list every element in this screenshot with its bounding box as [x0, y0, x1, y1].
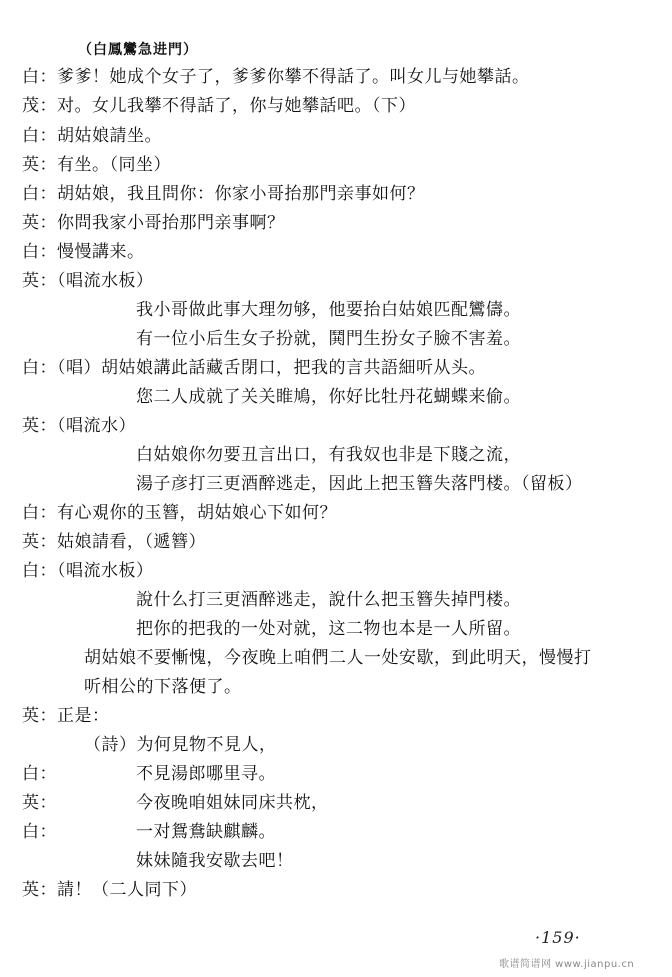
dialogue-line: 英：有坐。（同坐）: [22, 155, 171, 175]
lyric-line: 說什么打三更酒醉逃走，說什么把玉簪失掉門楼。: [136, 590, 521, 610]
poem-line: 一对鴛鴦缺麒麟。: [136, 822, 276, 842]
lyric-line: 把你的把我的一处对就，这二物也本是一人所留。: [136, 619, 521, 639]
dialogue-line: 白：胡姑娘，我且問你：你家小哥抬那門亲事如何？: [22, 184, 425, 204]
poem-line: 妹妹隨我安歇去吧！: [136, 851, 294, 871]
dialogue-line: 茂：对。女儿我攀不得話了，你与她攀話吧。（下）: [22, 96, 416, 116]
page-number: ·159·: [535, 928, 581, 947]
dialogue-line: 白：有心覌你的玉簪，胡姑娘心下如何？: [22, 503, 337, 523]
dialogue-line: 白：胡姑娘請坐。: [22, 126, 162, 146]
dialogue-line: 白：慢慢講来。: [22, 242, 145, 262]
dialogue-line: 英：正是：: [22, 706, 110, 726]
singing-direction: 英：（唱流水）: [22, 416, 136, 436]
lyric-line: 您二人成就了关关睢鳩，你好比牡丹花蝴蝶来偷。: [136, 387, 521, 407]
dialogue-line: 英：你問我家小哥抬那門亲事啊？: [22, 213, 285, 233]
lyric-line: 有一位小后生女子扮就，鬨門生扮女子臉不害羞。: [136, 329, 521, 349]
lyric-line: 白姑娘你勿要丑言出口，有我奴也非是下賤之流，: [136, 445, 521, 465]
lyric-line: 湯子彦打三更酒醉逃走，因此上把玉簪失落門楼。（留板）: [136, 474, 583, 494]
speaker-label: 白：: [22, 822, 57, 842]
singing-direction: 英：（唱流水板）: [22, 271, 154, 291]
dialogue-continuation: 胡姑娘不要慚愧，今夜晚上咱們二人一处安歇，到此明天，慢慢打: [84, 648, 592, 668]
speaker-label: 英：: [22, 793, 57, 813]
dialogue-line: 白：爹爹！她成个女子了，爹爹你攀不得話了。叫女儿与她攀話。: [22, 67, 530, 87]
watermark: 歌谱简谱网 www.jianpu.cn: [499, 959, 635, 970]
dialogue-line: 英：請！（二人同下）: [22, 880, 197, 900]
speaker-label: 白：: [22, 764, 57, 784]
lyric-line: 我小哥做此事大理勿够，他要抬白姑娘匹配鸞儔。: [136, 300, 521, 320]
poem-line: 不見湯郎哪里寻。: [136, 764, 276, 784]
dialogue-line: 白：（唱）胡姑娘講此話藏舌閉口，把我的言共語細听从头。: [22, 358, 486, 378]
poem-line: （詩）为何見物不見人，: [84, 735, 277, 755]
singing-direction: 白：（唱流水板）: [22, 561, 154, 581]
dialogue-line: 英：姑娘請看，（遞簪）: [22, 532, 206, 552]
dialogue-continuation: 听相公的下落便了。: [84, 677, 242, 697]
poem-line: 今夜晚咱姐妹同床共枕，: [136, 793, 329, 813]
stage-direction-entrance: （白鳳鸞急进門）: [78, 42, 198, 58]
